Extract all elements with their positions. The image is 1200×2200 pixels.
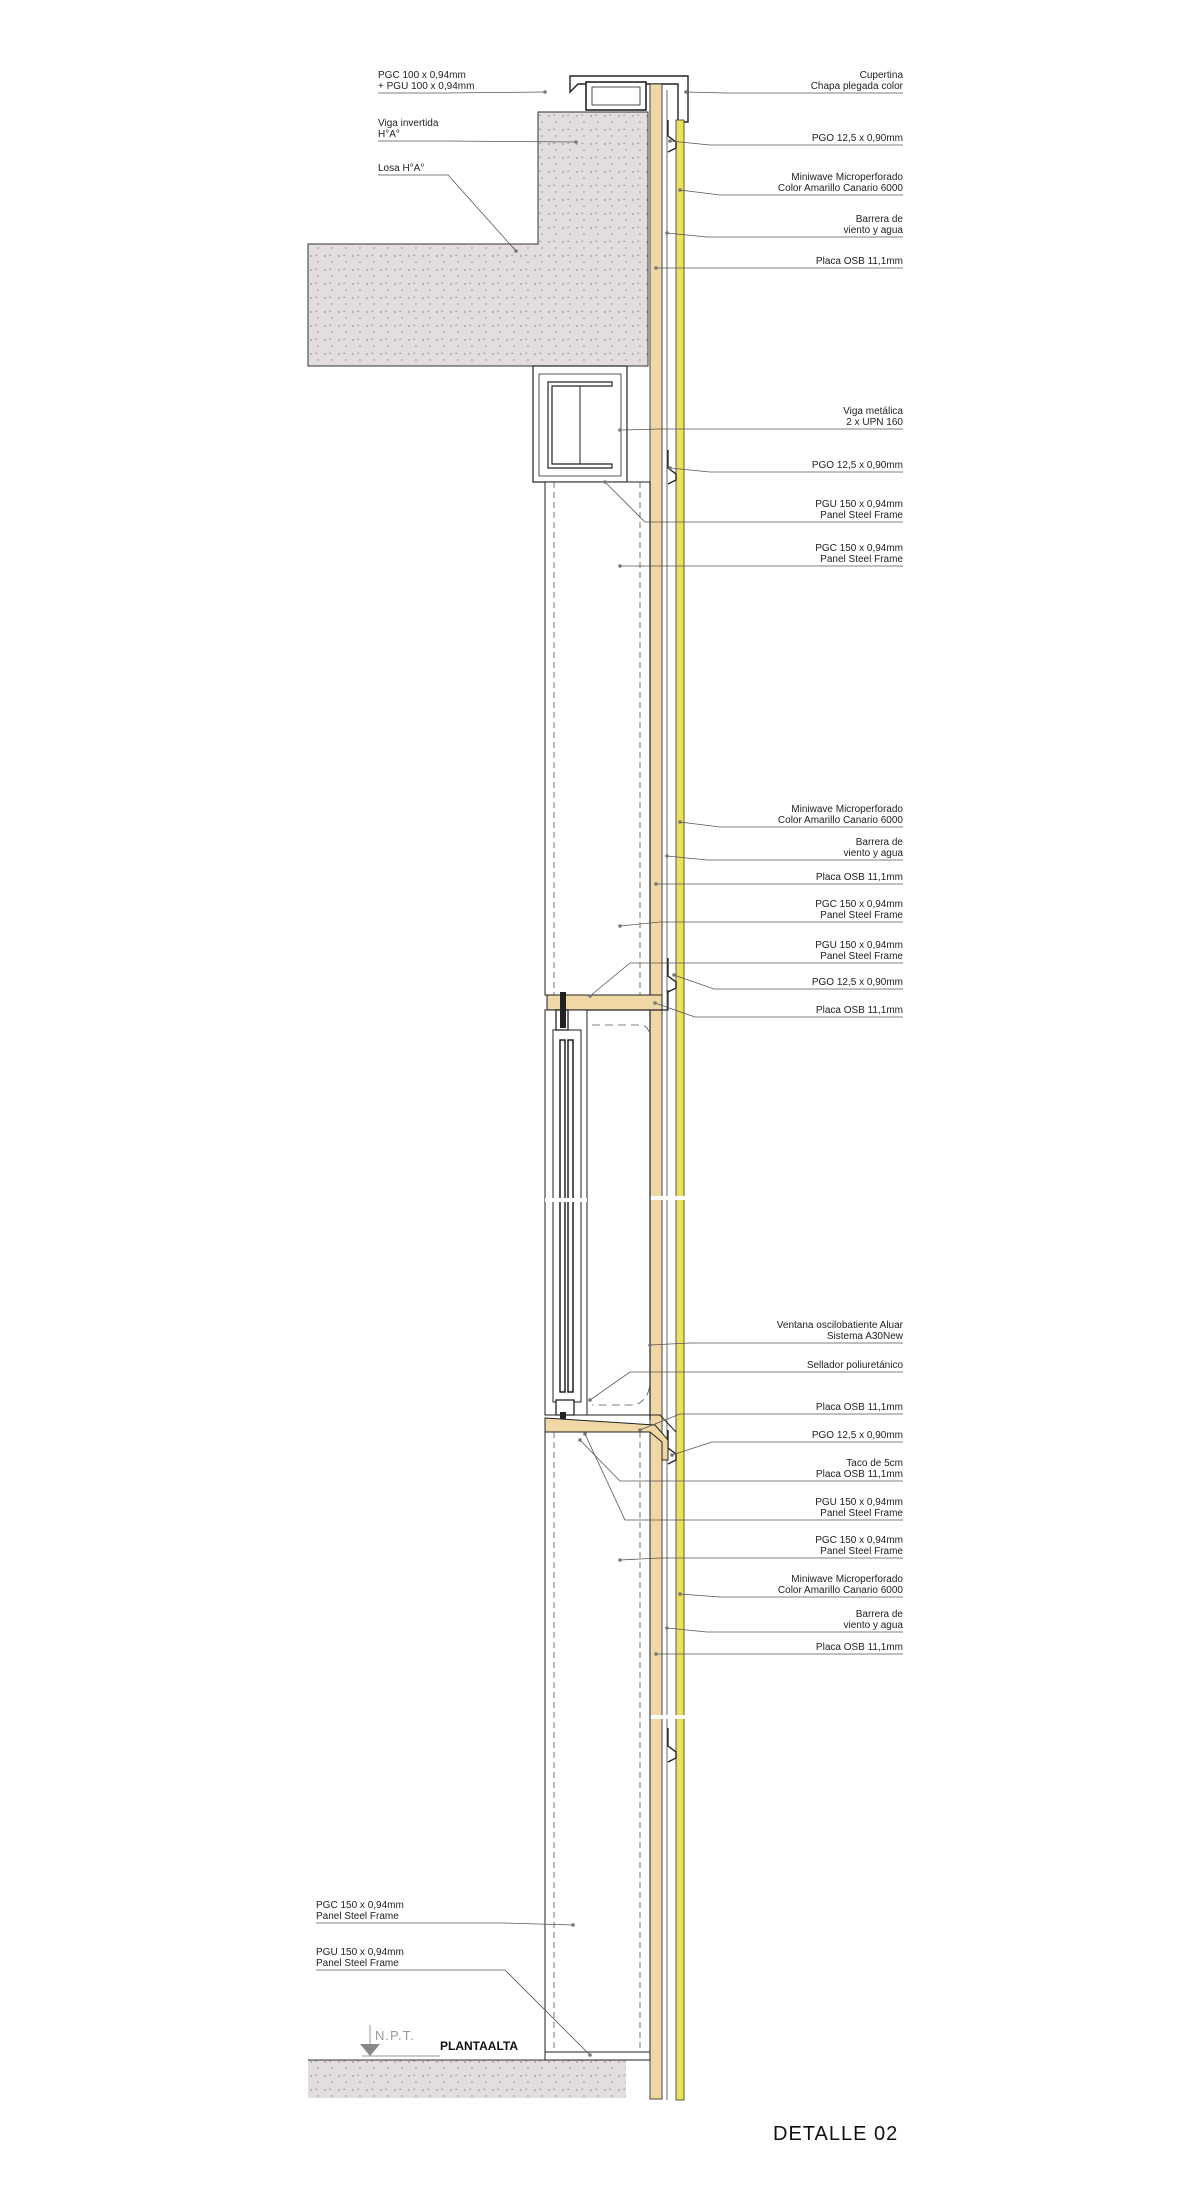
leader-dot: [678, 820, 682, 824]
leader-dot: [648, 1343, 652, 1347]
label-text: PGO 12,5 x 0,90mm: [811, 460, 903, 471]
concrete-slab: [308, 112, 648, 366]
leader-dot: [668, 139, 672, 143]
label-text: viento y agua: [843, 1620, 903, 1631]
label-text: Miniwave Microperforado: [791, 1574, 903, 1585]
leader-dot: [678, 188, 682, 192]
label-left: [378, 163, 518, 253]
label-text: Placa OSB 11,1mm: [815, 872, 903, 883]
label-text: PGU 150 x 0,94mm: [815, 499, 903, 510]
leader-dot: [618, 924, 622, 928]
label-text: + PGU 100 x 0,94mm: [378, 81, 475, 92]
leader-line: [316, 1923, 573, 1925]
label-right: [668, 460, 903, 472]
leader-dot: [578, 1438, 582, 1442]
label-text: Panel Steel Frame: [316, 1911, 399, 1922]
leader-dot: [672, 973, 676, 977]
label-text: Panel Steel Frame: [820, 1546, 903, 1557]
label-right: [684, 70, 903, 94]
label-text: Taco de 5cm: [846, 1458, 903, 1469]
label-right: [665, 837, 903, 860]
label-text: Placa OSB 11,1mm: [815, 1005, 903, 1016]
leader-dot: [653, 1001, 657, 1005]
label-text: Placa OSB 11,1mm: [815, 1642, 903, 1653]
label-text: Sellador poliuretánico: [806, 1360, 903, 1371]
label-right: [648, 1320, 904, 1347]
leader-dot: [618, 564, 622, 568]
label-text: PGU 150 x 0,94mm: [815, 940, 903, 951]
leader-dot: [668, 466, 672, 470]
label-text: PGO 12,5 x 0,90mm: [811, 133, 903, 144]
label-text: 2 x UPN 160: [846, 417, 903, 428]
npt-label: N.P.T.: [375, 2028, 415, 2043]
label-text: Color Amarillo Canario 6000: [777, 815, 903, 826]
label-text: Panel Steel Frame: [820, 910, 903, 921]
label-text: Placa OSB 11,1mm: [815, 1469, 903, 1480]
label-text: PGO 12,5 x 0,90mm: [811, 1430, 903, 1441]
label-text: viento y agua: [843, 848, 903, 859]
label-right: [588, 1360, 903, 1402]
label-text: Panel Steel Frame: [820, 510, 903, 521]
label-text: PGC 100 x 0,94mm: [378, 70, 466, 81]
label-text: Color Amarillo Canario 6000: [777, 183, 903, 194]
label-text: PGU 150 x 0,94mm: [815, 1497, 903, 1508]
leader-dot: [618, 428, 622, 432]
leader-line: [378, 92, 545, 93]
leader-line: [378, 175, 516, 251]
label-right: [678, 1574, 903, 1597]
level-name: PLANTAALTA: [440, 2039, 518, 2053]
label-text: Cupertina: [859, 70, 903, 81]
leader-line: [620, 1558, 903, 1560]
label-text: PGC 150 x 0,94mm: [316, 1900, 404, 1911]
label-right: [665, 214, 903, 237]
label-text: Panel Steel Frame: [820, 554, 903, 565]
leader-dot: [588, 1398, 592, 1402]
upper-steel-frame: [545, 482, 650, 995]
label-text: Miniwave Microperforado: [791, 804, 903, 815]
label-text: Barrera de: [855, 1609, 903, 1620]
label-text: Sistema A30New: [826, 1331, 903, 1342]
leader-dot: [583, 1432, 587, 1436]
label-text: H°A°: [378, 129, 400, 140]
label-left: [316, 1900, 575, 1927]
miniwave-panel: [676, 120, 684, 2100]
label-text: Viga metálica: [843, 406, 903, 417]
label-right: [654, 1642, 903, 1656]
label-right: [665, 1609, 903, 1632]
leader-line: [590, 1372, 903, 1400]
leader-dot: [678, 1592, 682, 1596]
leader-dot: [618, 1558, 622, 1562]
label-text: Losa H°A°: [378, 163, 425, 174]
pgo-clips: [668, 120, 676, 1762]
leader-line: [672, 1442, 903, 1455]
label-text: Panel Steel Frame: [820, 951, 903, 962]
leader-dot: [684, 90, 688, 94]
leader-dot: [603, 480, 607, 484]
leader-line: [620, 922, 903, 926]
label-right: [668, 133, 903, 145]
drawing-title: DETALLE 02: [773, 2123, 899, 2145]
label-text: PGC 150 x 0,94mm: [815, 543, 903, 554]
leader-dot: [670, 1453, 674, 1457]
label-text: Placa OSB 11,1mm: [815, 1402, 903, 1413]
label-right: [670, 1430, 903, 1457]
label-text: Placa OSB 11,1mm: [815, 256, 903, 267]
label-text: Barrera de: [855, 214, 903, 225]
leader-dot: [571, 1923, 575, 1927]
label-text: Miniwave Microperforado: [791, 172, 903, 183]
label-text: Viga invertida: [378, 118, 439, 129]
leader-line: [686, 92, 903, 93]
label-text: Barrera de: [855, 837, 903, 848]
leader-dot: [665, 854, 669, 858]
leader-dot: [654, 882, 658, 886]
floor-slab: [308, 2060, 626, 2098]
leader-line: [650, 1343, 903, 1345]
label-right: [654, 872, 903, 886]
osb-board: [650, 84, 662, 2099]
leader-dot: [665, 231, 669, 235]
label-text: PGC 150 x 0,94mm: [815, 899, 903, 910]
label-text: PGO 12,5 x 0,90mm: [811, 977, 903, 988]
pgc-top-profile: [586, 82, 646, 110]
leader-dot: [543, 90, 547, 94]
label-text: Chapa plegada color: [810, 81, 903, 92]
leader-dot: [654, 1652, 658, 1656]
leader-dot: [574, 140, 578, 144]
label-right: [678, 172, 903, 195]
label-right: [653, 1001, 903, 1017]
leader-dot: [638, 1428, 642, 1432]
leader-dot: [654, 266, 658, 270]
label-left: [378, 70, 547, 94]
leader-dot: [588, 2053, 592, 2057]
lower-steel-frame: [545, 1432, 650, 2060]
label-right: [678, 804, 903, 827]
leader-dot: [665, 1626, 669, 1630]
label-text: viento y agua: [843, 225, 903, 236]
label-right: [672, 973, 903, 989]
leader-line: [620, 429, 903, 430]
label-right: [654, 256, 903, 270]
label-text: PGU 150 x 0,94mm: [316, 1947, 404, 1958]
label-text: PGC 150 x 0,94mm: [815, 1535, 903, 1546]
label-text: Panel Steel Frame: [316, 1958, 399, 1969]
leader-dot: [588, 994, 592, 998]
label-text: Panel Steel Frame: [820, 1508, 903, 1519]
label-text: Ventana oscilobatiente Aluar: [776, 1320, 903, 1331]
label-text: Color Amarillo Canario 6000: [777, 1585, 903, 1596]
leader-dot: [514, 249, 518, 253]
window-frame: [545, 992, 587, 1442]
